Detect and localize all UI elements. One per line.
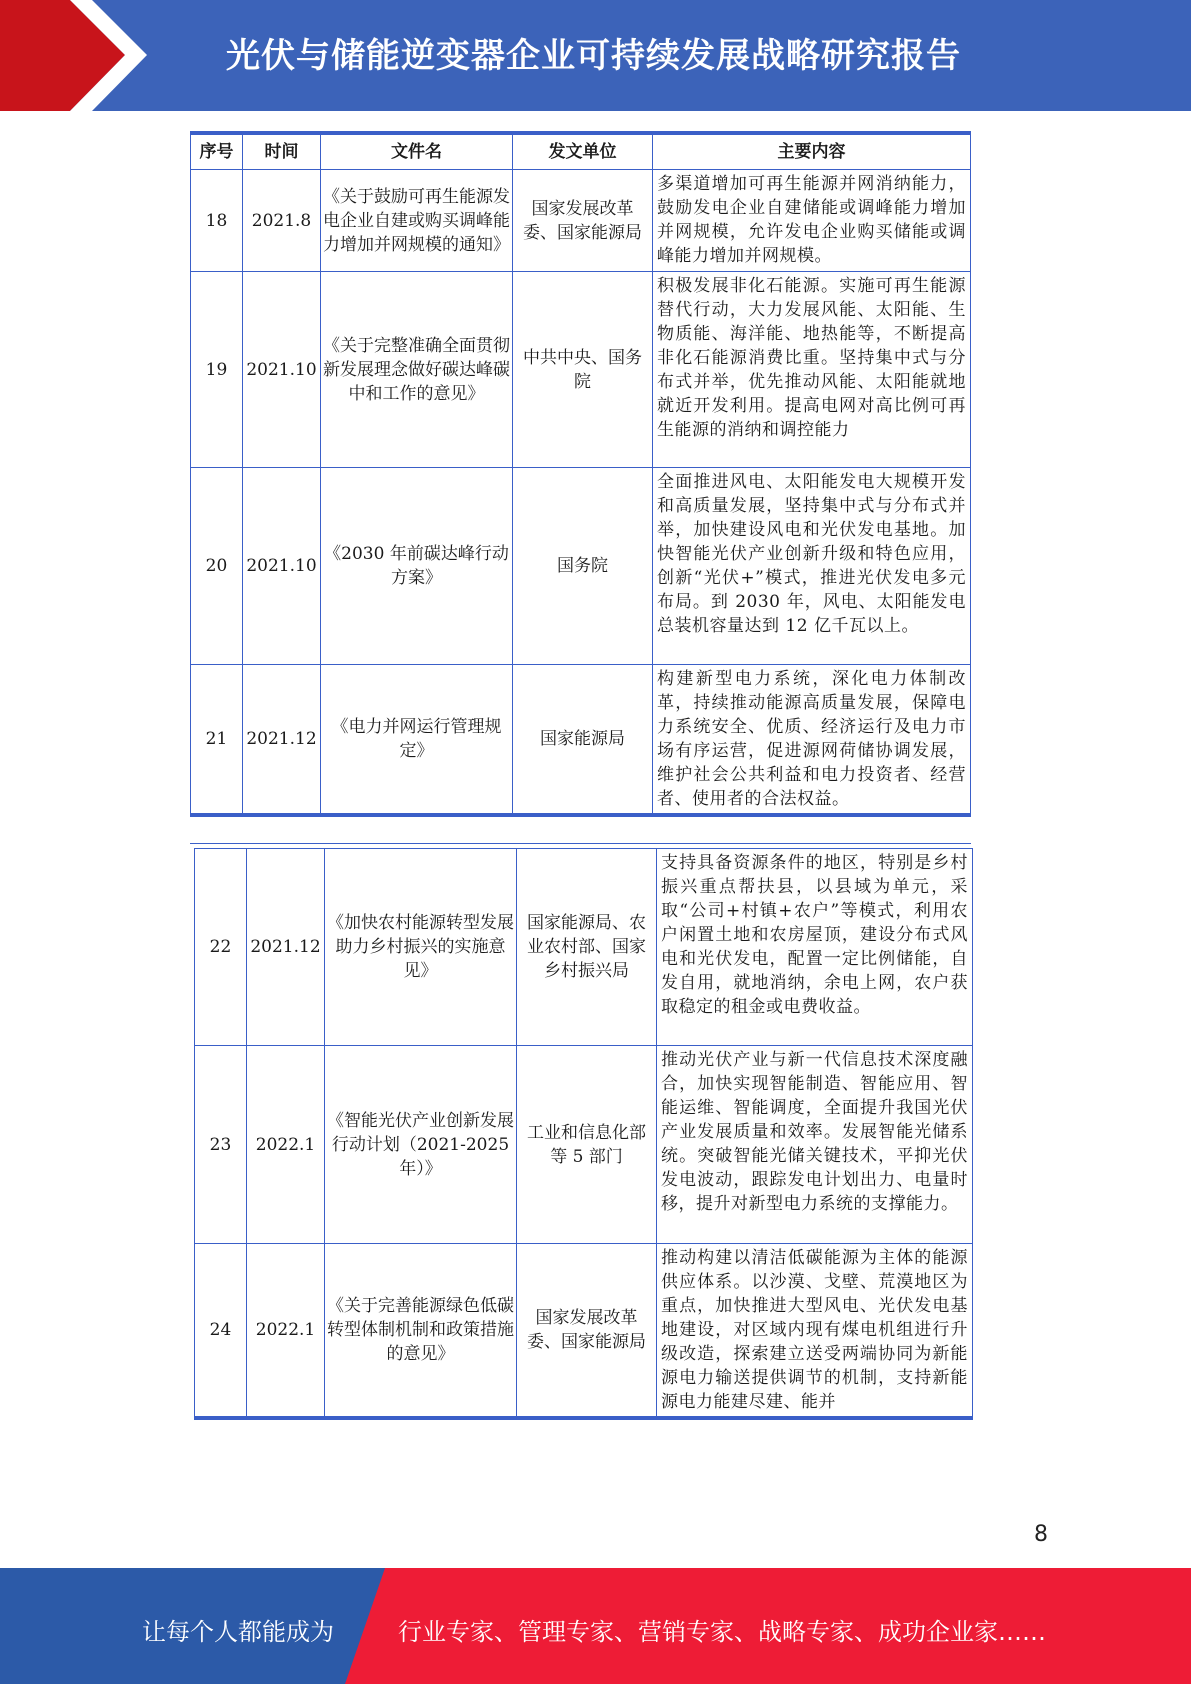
cell-title: 《智能光伏产业创新发展行动计划（2021-2025年）》: [325, 1046, 517, 1244]
cell-no: 21: [191, 665, 243, 816]
cell-content: 多渠道增加可再生能源并网消纳能力，鼓励发电企业自建储能或调峰能力增加并网规模，允许发电企业购买储能或调峰能力增加并网规模。: [653, 170, 971, 272]
cell-content: 推动光伏产业与新一代信息技术深度融合，加快实现智能制造、智能应用、智能运维、智能调度，全面提升我国光伏产业发展质量和效率。发展智能光储系统。突破智能光储关键技术，平抑光伏发电波动，跟踪发电计划出力、电量时移，提升对新型电力系统的支撑能力。: [657, 1046, 973, 1244]
cell-no: 19: [191, 272, 243, 468]
cell-date: 2021.12: [243, 665, 321, 816]
column-header-title: 文件名: [321, 133, 513, 170]
cell-date: 2021.8: [243, 170, 321, 272]
cell-title: 《关于完善能源绿色低碳转型体制机制和政策措施的意见》: [325, 1244, 517, 1419]
cell-date: 2021.10: [243, 468, 321, 665]
cell-title: 《关于完整准确全面贯彻新发展理念做好碳达峰碳中和工作的意见》: [321, 272, 513, 468]
cell-issuer: 国家发展改革委、国家能源局: [517, 1244, 657, 1419]
table-row: [195, 1244, 973, 1419]
cell-issuer: 国家发展改革委、国家能源局: [513, 170, 653, 272]
policy-table-part-2: [194, 848, 973, 1420]
footer-slogan-right: 行业专家、管理专家、营销专家、战略专家、成功企业家……: [398, 1618, 1046, 1646]
header-chevron-graphic: [0, 0, 155, 111]
cell-content: 推动构建以清洁低碳能源为主体的能源供应体系。以沙漠、戈壁、荒漠地区为重点，加快推进大型风电、光伏发电基地建设，对区域内现有煤电机组进行升级改造，探索建立送受两端协同为新能源电力输送提供调节的机制，支持新能源电力能建尽建、能并: [657, 1244, 973, 1419]
footer-slogan-left: 让每个人都能成为: [142, 1618, 334, 1646]
cell-date: 2021.10: [243, 272, 321, 468]
cell-content: 构建新型电力系统，深化电力体制改革，持续推动能源高质量发展，保障电力系统安全、优质、经济运行及电力市场有序运营，促进源网荷储协调发展，维护社会公共利益和电力投资者、经营者、使用者的合法权益。: [653, 665, 971, 816]
cell-no: 18: [191, 170, 243, 272]
table-row: [191, 272, 971, 468]
table-header-row: [191, 133, 971, 170]
column-header-content: 主要内容: [653, 133, 971, 170]
cell-issuer: 中共中央、国务院: [513, 272, 653, 468]
column-header-date: 时间: [243, 133, 321, 170]
column-header-issuer: 发文单位: [513, 133, 653, 170]
policy-table-part-1: [190, 131, 971, 817]
report-header: [0, 0, 1191, 111]
report-title: 光伏与储能逆变器企业可持续发展战略研究报告: [226, 36, 961, 76]
cell-no: 24: [195, 1244, 247, 1419]
cell-date: 2022.1: [247, 1046, 325, 1244]
cell-title: 《2030 年前碳达峰行动方案》: [321, 468, 513, 665]
cell-issuer: 国务院: [513, 468, 653, 665]
cell-content: 支持具备资源条件的地区，特别是乡村振兴重点帮扶县，以县域为单元，采取“公司+村镇+农户”等模式，利用农户闲置土地和农房屋顶，建设分布式风电和光伏发电，配置一定比例储能，自发自用，就地消纳，余电上网，农户获取稳定的租金或电费收益。: [657, 849, 973, 1046]
cell-no: 20: [191, 468, 243, 665]
cell-date: 2022.1: [247, 1244, 325, 1419]
cell-title: 《电力并网运行管理规定》: [321, 665, 513, 816]
table-row: [191, 665, 971, 816]
cell-issuer: 国家能源局: [513, 665, 653, 816]
cell-no: 23: [195, 1046, 247, 1244]
cell-content: 积极发展非化石能源。实施可再生能源替代行动，大力发展风能、太阳能、生物质能、海洋能、地热能等，不断提高非化石能源消费比重。坚持集中式与分布式并举，优先推动风能、太阳能就地就近开发利用。提高电网对高比例可再生能源的消纳和调控能力: [653, 272, 971, 468]
table-row: [191, 170, 971, 272]
table-row: [195, 1046, 973, 1244]
table-row: [195, 849, 973, 1046]
cell-title: 《关于鼓励可再生能源发电企业自建或购买调峰能力增加并网规模的通知》: [321, 170, 513, 272]
page-footer: [0, 1568, 1191, 1684]
cell-date: 2021.12: [247, 849, 325, 1046]
column-header-no: 序号: [191, 133, 243, 170]
page-number: 8: [1034, 1522, 1048, 1547]
cell-title: 《加快农村能源转型发展助力乡村振兴的实施意见》: [325, 849, 517, 1046]
cell-issuer: 国家能源局、农业农村部、国家乡村振兴局: [517, 849, 657, 1046]
cell-issuer: 工业和信息化部等 5 部门: [517, 1046, 657, 1244]
table-row: [191, 468, 971, 665]
cell-no: 22: [195, 849, 247, 1046]
cell-content: 全面推进风电、太阳能发电大规模开发和高质量发展，坚持集中式与分布式并举，加快建设风电和光伏发电基地。加快智能光伏产业创新升级和特色应用，创新“光伏+”模式，推进光伏发电多元布局。到 2030 年，风电、太阳能发电总装机容量达到 12 亿千瓦以上。: [653, 468, 971, 665]
table-separator-line: [190, 843, 971, 844]
